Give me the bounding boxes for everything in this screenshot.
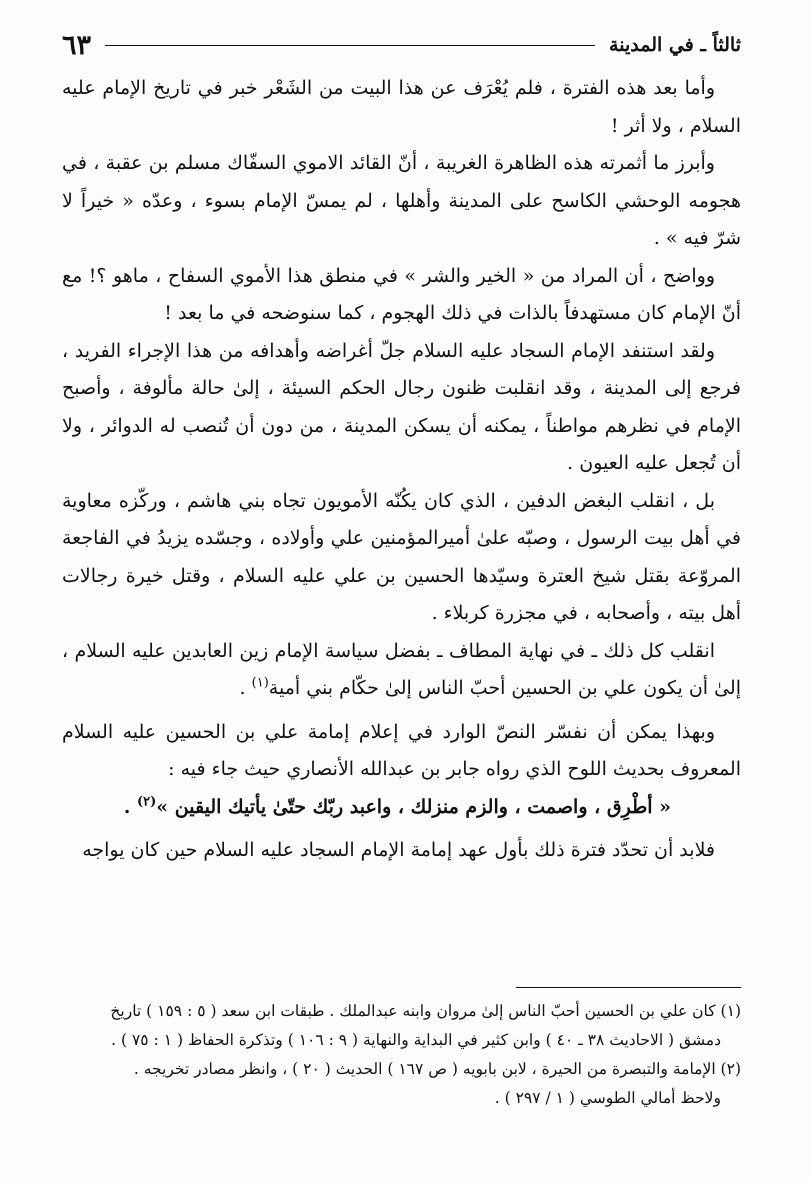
header-rule	[105, 45, 595, 46]
footnote-ref-1: (١)	[251, 675, 269, 691]
paragraph-6-text: انقلب كل ذلك ـ في نهاية المطاف ـ بفضل سياسة الإمام زين العابدين عليه السلام ، إلىٰ أن يكون علي بن الحسين أحبّ الناس إلىٰ حكّام بني أمية	[62, 639, 741, 699]
footnote-1-line-1: (١) كان علي بن الحسين أحبّ الناس إلىٰ مروان وابنه عبدالملك . طبقات ابن سعد ( ٥ : ١٥٩ ) تاريخ	[110, 1002, 741, 1020]
paragraph-1: وأما بعد هذه الفترة ، فلم يُعْرَف عن هذا البيت من الشَعْر خبر في تاريخ الإمام عليه السلام ، ولا أثر !	[62, 77, 741, 137]
paragraph-3: وواضح ، أن المراد من « الخير والشر » في منطق هذا الأموي السفاح ، ماهو ؟! مع أنّ الإمام كان مستهدفاً بالذات في ذلك الهجوم ، كما سنوضحه في ما بعد !	[62, 264, 741, 324]
page-header	[62, 28, 741, 62]
paragraph-5: بل ، انقلب البغض الدفين ، الذي كان يكُنّه الأمويون تجاه بني هاشم ، وركّزه معاوية في أهل بيت الرسول ، وصبّه علىٰ أميرالمؤمنين علي وأولاده ، وجسّده يزيدُ في الفاجعة المروّعة بقتل شيخ العترة وسيّدها الحسين بن علي عليه السلام ، وقتل خيرة رجالات أهل بيته ، وأصحابه ، في مجزرة كربلاء .	[62, 489, 741, 624]
quotation: « أطْرِق ، واصمت ، والزم منزلك ، واعبد ربّك حتّىٰ يأتيك اليقين »$^{(٢)}$ .	[123, 794, 671, 818]
quotation-text: « أطْرِق ، واصمت ، والزم منزلك ، واعبد ربّك حتّىٰ يأتيك اليقين »	[156, 795, 671, 818]
paragraph-7: وبهذا يمكن أن نفسّر النصّ الوارد في إعلام إمامة علي بن الحسين عليه السلام المعروف بحديث اللوح الذي رواه جابر بن عبدالله الأنصاري حيث جاء فيه :	[62, 720, 741, 780]
running-head: ثالثاً ـ في المدينة	[609, 34, 741, 56]
main-text	[62, 70, 741, 870]
footnote-1-line-2: دمشق ( الاحاديث ٣٨ ـ ٤٠ ) وابن كثير في البداية والنهاية ( ٩ : ١٠٦ ) وتذكرة الحفاظ ( ١ : ٧٥ ) .	[111, 1031, 721, 1049]
paragraph-8: فلابد أن تحدّد فترة ذلك بأول عهد إمامة الإمام السجاد عليه السلام حين كان يواجه	[82, 839, 715, 861]
paragraph-4: ولقد استنفد الإمام السجاد عليه السلام جلّ أغراضه وأهدافه من هذا الإجراء الفريد ، فرجع إلى المدينة ، وقد انقلبت ظنون رجال الحكم السيئة ، إلىٰ حالة مألوفة ، وأصبح الإمام في نظرهم مواطناً ، يمكنه أن يسكن المدينة ، من دون أن تُنصب له الدوائر ، ولا أن تُجعل عليه العيون .	[62, 339, 741, 474]
paragraph-6: انقلب كل ذلك ـ في نهاية المطاف ـ بفضل سياسة الإمام زين العابدين عليه السلام ، إلىٰ أن يكون علي بن الحسين أحبّ الناس إلىٰ حكّام بني أمية$^{(١)}$ .	[62, 639, 741, 699]
footnotes	[62, 997, 741, 1113]
footnote-ref-2: (٢)	[137, 794, 157, 810]
footnote-2-line-2: ولاحظ أمالي الطوسي ( ١ / ٢٩٧ ) .	[494, 1089, 721, 1107]
paragraph-2: وأبرز ما أثمرته هذه الظاهرة الغريبة ، أنّ القائد الاموي السفّاك مسلم بن عقبة ، في هجومه الوحشي الكاسح على المدينة وأهلها ، لم يمسّ الإمام بسوء ، وعدّه « خيراً لا شرّ فيه » .	[62, 152, 741, 249]
footnote-2-line-1: (٢) الإمامة والتبصرة من الحيرة ، لابن بابويه ( ص ١٦٧ ) الحديث ( ٢٠ ) ، وانظر مصادر تخريجه .	[133, 1060, 741, 1078]
footnote-separator	[516, 987, 741, 988]
page-number: ٦٣	[62, 29, 92, 61]
